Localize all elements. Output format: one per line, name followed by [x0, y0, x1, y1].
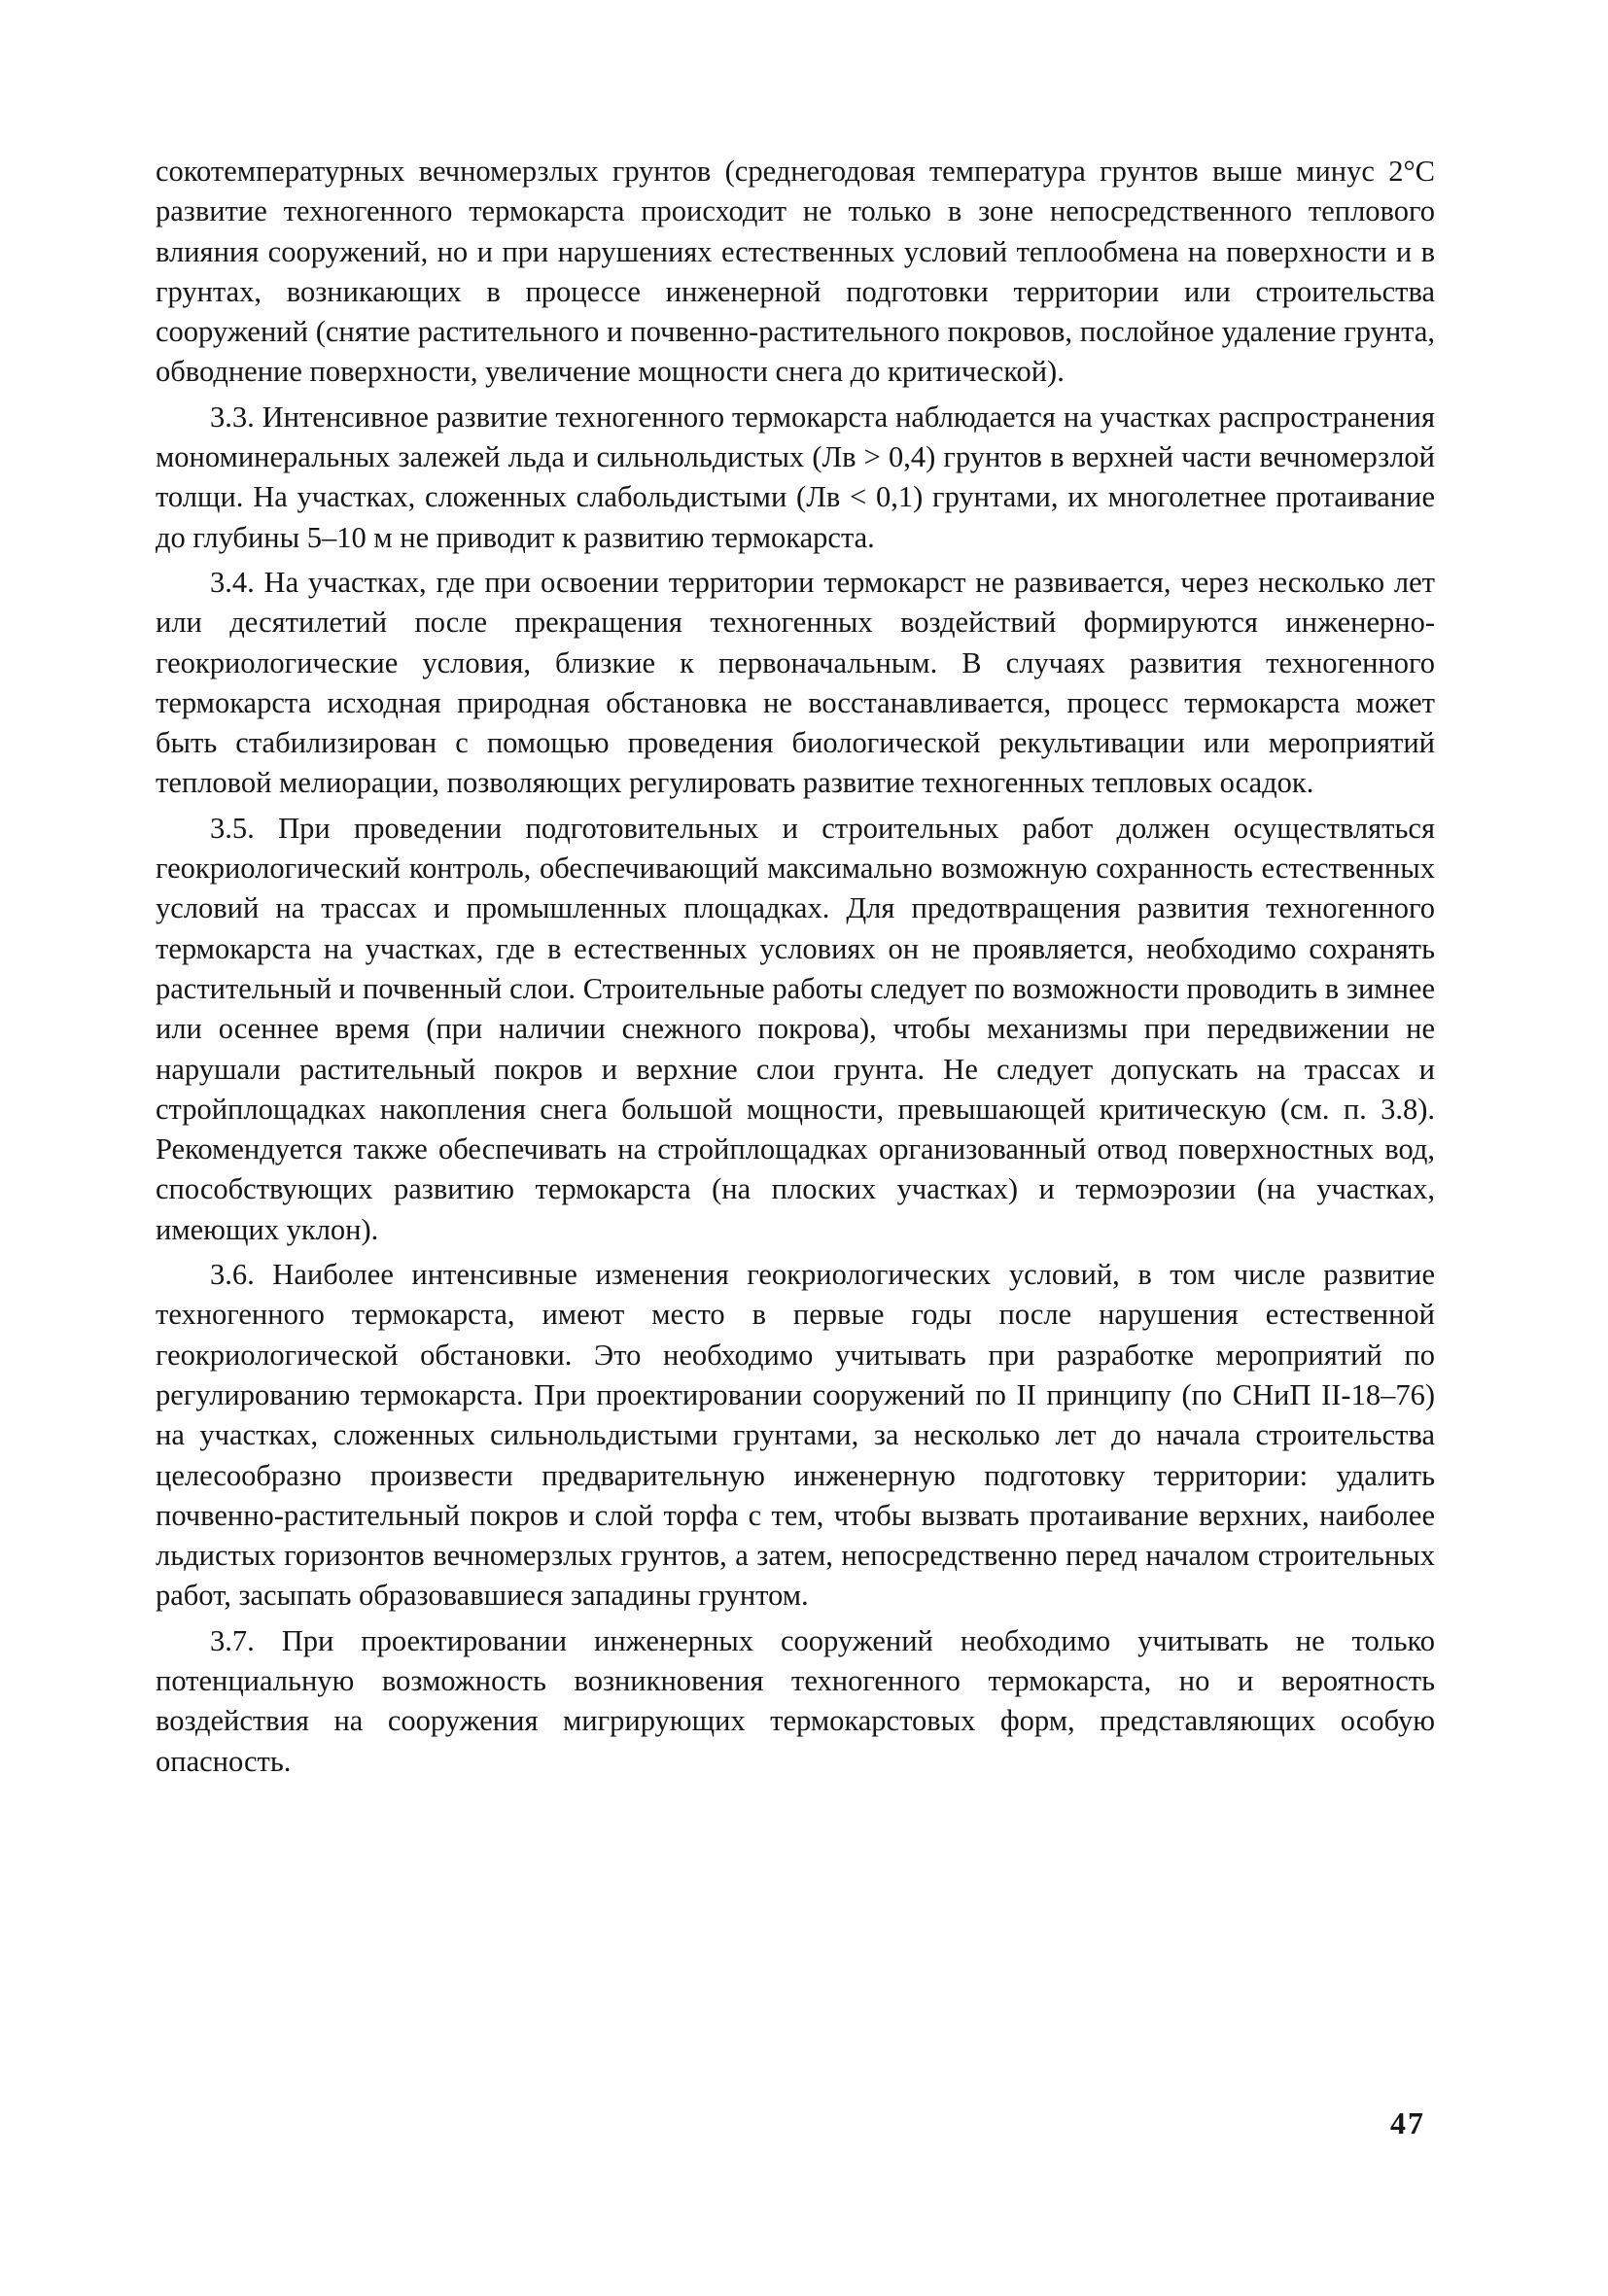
paragraph-3-5: 3.5. При проведении подготовительных и строительных работ должен осуществляться геокриологический контроль, обеспечивающий максимально возможную сохранность естественных условий на трассах и промышленных площадках. Для предотвращения развития техногенного термокарста на участках, где в естественных условиях он не проявляется, необходимо сохранять растительный и почвенный слои. Строительные работы следует по возможности проводить в зимнее или осеннее время (при наличии снежного покрова), чтобы механизмы при передвижении не нарушали растительный покров и верхние слои грунта. Не следует допускать на трассах и стройплощадках накопления снега большой мощности, превышающей критическую (см. п. 3.8). Рекомендуется также обеспечивать на стройплощадках организованный отвод поверхностных вод, способствующих развитию термокарста (на плоских участках) и термоэрозии (на участках, имеющих уклон).: [156, 811, 1435, 1246]
paragraph-3-3: 3.3. Интенсивное развитие техногенного термокарста наблюдается на участках распространения мономинеральных залежей льда и сильнольдистых (Лв > 0,4) грунтов в верхней части вечномерзлой толщи. На участках, сложенных слабольдистыми (Лв < 0,1) грунтами, их многолетнее протаивание до глубины 5–10 м не приводит к развитию термокарста.: [156, 400, 1435, 554]
paragraph-3-2-continuation: сокотемпературных вечномерзлых грунтов (среднегодовая температура грунтов выше минус 2°С развитие техногенного термокарста происходит не только в зоне непосредственного теплового влияния сооружений, но и при нарушениях естественных условий теплообмена на поверхности и в грунтах, возникающих в процессе инженерной подготовки территории или строительства сооружений (снятие растительного и почвенно-растительного покровов, послойное удаление грунта, обводнение поверхности, увеличение мощности снега до критической).: [156, 155, 1435, 389]
page-body: [156, 152, 1435, 1787]
paragraph-3-6: 3.6. Наиболее интенсивные изменения геокриологических условий, в том числе развитие техногенного термокарста, имеют место в первые годы после нарушения естественной геокриологической обстановки. Это необходимо учитывать при разработке мероприятий по регулированию термокарста. При проектировании сооружений по II принципу (по СНиП II-18–76) на участках, сложенных сильнольдистыми грунтами, за несколько лет до начала строительства целесообразно произвести предварительную инженерную подготовку территории: удалить почвенно-растительный покров и слой торфа с тем, чтобы вызвать протаивание верхних, наиболее льдистых горизонтов вечномерзлых грунтов, а затем, непосредственно перед началом строительных работ, засыпать образовавшиеся западины грунтом.: [156, 1258, 1435, 1613]
paragraph-3-4: 3.4. На участках, где при освоении территории термокарст не развивается, через несколько лет или десятилетий после прекращения техногенных воздействий формируются инженерно-геокриологические условия, близкие к первоначальным. В случаях развития техногенного термокарста исходная природная обстановка не восстанавливается, процесс термокарста может быть стабилизирован с помощью проведения биологической рекультивации или мероприятий тепловой мелиорации, позволяющих регулировать развитие техногенных тепловых осадок.: [156, 565, 1435, 800]
paragraph-3-7: 3.7. При проектировании инженерных сооружений необходимо учитывать не только потенциальную возможность возникновения техногенного термокарста, но и вероятность воздействия на сооружения мигрирующих термокарстовых форм, представляющих особую опасность.: [156, 1623, 1435, 1778]
page-number: 47: [1390, 2105, 1425, 2140]
